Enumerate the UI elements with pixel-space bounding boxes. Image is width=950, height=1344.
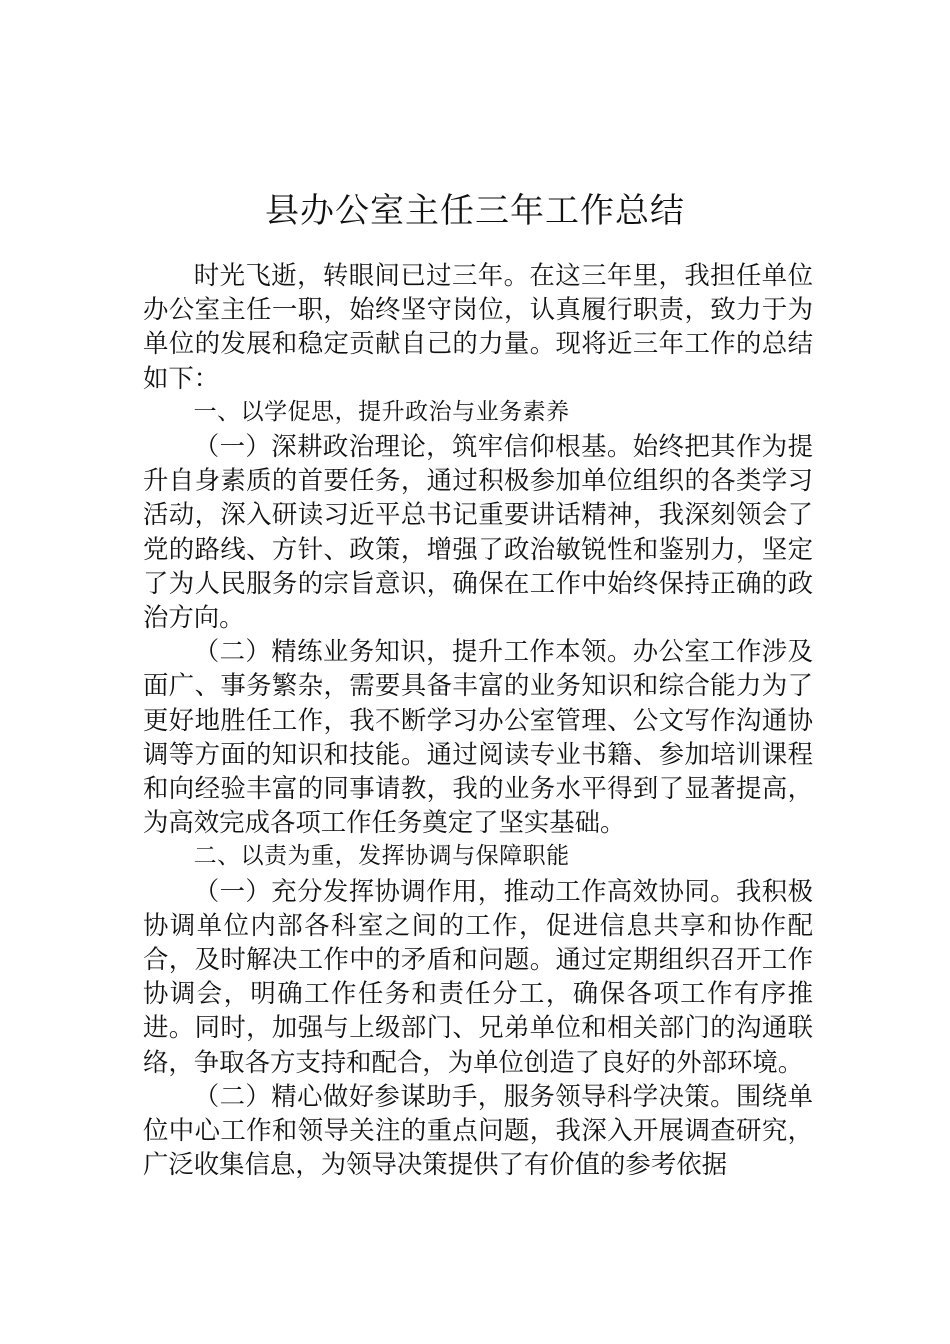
intro-paragraph: 时光飞逝，转眼间已过三年。在这三年里，我担任单位办公室主任一职，始终坚守岗位，认真履行职责，致力于为单位的发展和稳定贡献自己的力量。现将近三年工作的总结如下： (143, 260, 813, 393)
section-heading-2: 二、以责为重，发挥协调与保障职能 (193, 843, 570, 870)
document-body (143, 258, 813, 1181)
section-1-paragraph-2: （二）精练业务知识，提升工作本领。办公室工作涉及面广、事务繁杂，需要具备丰富的业务知识和综合能力为了更好地胜任工作，我不断学习办公室管理、公文写作沟通协调等方面的知识和技能。通过阅读专业书籍、参加培训课程和向经验丰富的同事请教，我的业务水平得到了显著提高，为高效完成各项工作任务奠定了坚实基础。 (143, 636, 813, 838)
section-heading-1: 一、以学促思，提升政治与业务素养 (193, 398, 570, 425)
section-2-paragraph-2: （二）精心做好参谋助手，服务领导科学决策。围绕单位中心工作和领导关注的重点问题，我深入开展调查研究，广泛收集信息，为领导决策提供了有价值的参考依据 (143, 1080, 813, 1180)
section-1-paragraph-1: （一）深耕政治理论，筑牢信仰根基。始终把其作为提升自身素质的首要任务，通过积极参加单位组织的各类学习活动，深入研读习近平总书记重要讲话精神，我深刻领会了党的路线、方针、政策，增强了政治敏锐性和鉴别力，坚定了为人民服务的宗旨意识，确保在工作中始终保持正确的政治方向。 (143, 431, 813, 633)
section-2-paragraph-1: （一）充分发挥协调作用，推动工作高效协同。我积极协调单位内部各科室之间的工作，促进信息共享和协作配合，及时解决工作中的矛盾和问题。通过定期组织召开工作协调会，明确工作任务和责任分工，确保各项工作有序推进。同时，加强与上级部门、兄弟单位和相关部门的沟通联络，争取各方支持和配合，为单位创造了良好的外部环境。 (143, 875, 813, 1077)
document-title: 县办公室主任三年工作总结 (265, 190, 685, 231)
